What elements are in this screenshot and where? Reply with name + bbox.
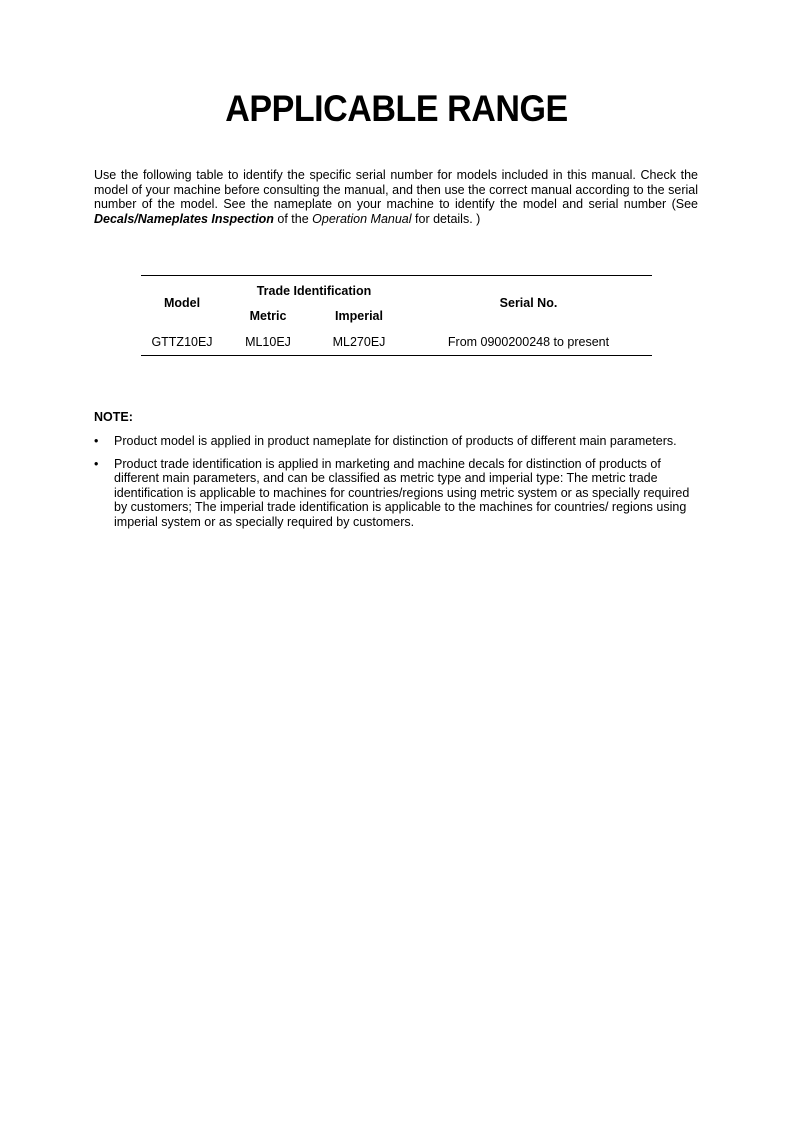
- serial-cell: From 0900200248 to present: [447, 334, 610, 349]
- metric-cell: ML10EJ: [245, 334, 291, 349]
- intro-text-1: Use the following table to identify the specific serial number for models included in this manual. Check the model of your machine before consulting the manual, and then use the correct manual according to the serial number of the model. See the nameplate on your machine to identify the model and serial number (See: [94, 168, 698, 211]
- note-text: Product trade identification is applied in marketing and machine decals for distinction of products of different main parameters, and can be classified as metric type and imperial type: The metric trade identification is applicable to machines for countries/regions using metric system or as specially required by customers; The imperial trade identification is applicable to the machines for countries/ regions using imperial system or as specially required by customers.: [114, 456, 690, 529]
- metric-column-header: Metric: [249, 308, 287, 323]
- model-column-header: Model: [163, 296, 201, 310]
- list-item: [94, 434, 698, 449]
- bullet-icon: •: [94, 434, 99, 448]
- note-text: Product model is applied in product nameplate for distinction of products of different main parameters.: [114, 434, 677, 448]
- imperial-column-header: Imperial: [335, 308, 383, 323]
- intro-paragraph: [94, 168, 698, 226]
- serial-no-column-header: Serial No.: [499, 296, 558, 310]
- note-label: NOTE:: [94, 410, 133, 424]
- page-title: APPLICABLE RANGE: [225, 88, 568, 129]
- operation-manual-reference: Operation Manual: [312, 211, 412, 226]
- list-item: [94, 457, 698, 530]
- bullet-icon: •: [94, 456, 99, 471]
- trade-identification-header: Trade Identification: [256, 283, 372, 298]
- note-list: [94, 434, 698, 537]
- intro-text-2: of the: [273, 211, 313, 226]
- decals-inspection-reference: Decals/Nameplates Inspection: [94, 211, 274, 226]
- table-row: [141, 328, 652, 356]
- model-cell: GTTZ10EJ: [151, 334, 213, 349]
- intro-text-3: for details. ): [411, 211, 481, 226]
- applicable-range-table: [141, 275, 652, 356]
- imperial-cell: ML270EJ: [332, 334, 386, 349]
